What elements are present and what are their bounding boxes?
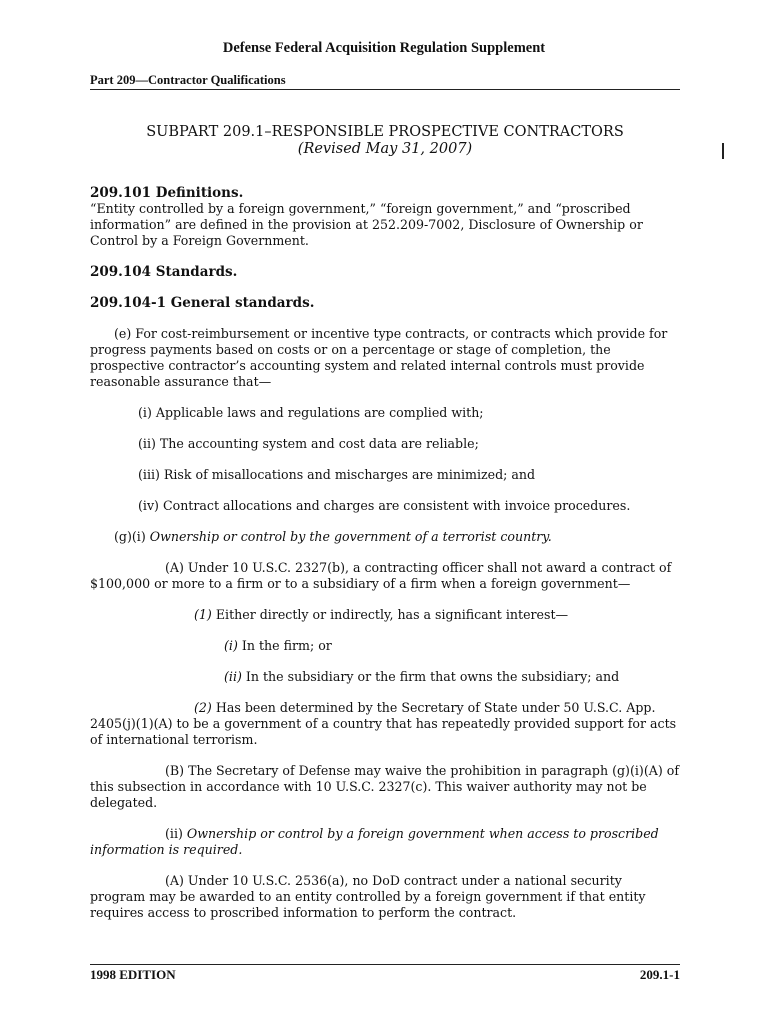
item-g-i-A-1-number: (1) bbox=[194, 607, 212, 622]
paragraph-g-ii-title: Ownership or control by a foreign government when access to proscribed information is required. bbox=[90, 826, 659, 857]
document-body bbox=[90, 185, 680, 921]
paragraph-g-i bbox=[90, 529, 680, 545]
paragraph-g-i-A: (A) Under 10 U.S.C. 2327(b), a contracting officer shall not award a contract of $100,000 or more to a firm or to a subsidiary of a firm when a foreign government— bbox=[90, 560, 672, 591]
item-g-i-A-1-ii bbox=[90, 669, 680, 685]
item-e-ii: (ii) The accounting system and cost data are reliable; bbox=[138, 436, 479, 451]
subpart-title: SUBPART 209.1–RESPONSIBLE PROSPECTIVE CONTRACTORS bbox=[146, 124, 624, 140]
item-g-i-A-2-text: Has been determined by the Secretary of State under 50 U.S.C. App. 2405(j)(1)(A) to be a government of a country that has repeatedly provided support for acts of international terrorism. bbox=[90, 700, 677, 747]
paragraph-g-ii-label: (ii) bbox=[165, 826, 183, 841]
definitions-paragraph: “Entity controlled by a foreign government,” “foreign government,” and “proscribed information” are defined in the provision at 252.209-7002, Disclosure of Ownership or Control by a Foreign Government. bbox=[90, 201, 643, 248]
item-e-iv: (iv) Contract allocations and charges are consistent with invoice procedures. bbox=[138, 498, 631, 513]
item-g-i-A-1 bbox=[90, 607, 680, 623]
item-g-i-A-2-number: (2) bbox=[194, 700, 212, 715]
paragraph-g-i-label: (g)(i) bbox=[114, 529, 146, 544]
change-bar bbox=[722, 143, 724, 159]
paragraph-g-i-title: Ownership or control by the government of a terrorist country. bbox=[149, 529, 552, 544]
item-g-i-A-1-ii-number: (ii) bbox=[224, 669, 242, 684]
header-rule bbox=[90, 89, 680, 90]
paragraph-g-ii-A: (A) Under 10 U.S.C. 2536(a), no DoD contract under a national security program may be awarded to an entity controlled by a foreign government if that entity requires access to proscribed information to perform the contract. bbox=[90, 873, 646, 920]
page-number: 209.1-1 bbox=[639, 967, 680, 982]
part-heading: Part 209—Contractor Qualifications bbox=[90, 73, 286, 87]
item-e-i: (i) Applicable laws and regulations are complied with; bbox=[138, 405, 484, 420]
subpart-heading-block bbox=[90, 124, 680, 158]
section-heading-209-104-1: 209.104-1 General standards. bbox=[90, 295, 315, 311]
item-g-i-A-1-text: Either directly or indirectly, has a significant interest— bbox=[215, 607, 569, 622]
item-g-i-A-1-i bbox=[90, 638, 680, 654]
item-g-i-A-2 bbox=[90, 700, 680, 748]
revision-date: (Revised May 31, 2007) bbox=[297, 141, 473, 157]
paragraph-g-ii bbox=[90, 826, 680, 858]
paragraph-e: (e) For cost-reimbursement or incentive type contracts, or contracts which provide for progress payments based on costs or on a percentage or stage of completion, the prospective contractor’s accounting system and related internal controls must provide reasonable assurance that— bbox=[90, 326, 668, 389]
section-heading-209-101: 209.101 Definitions. bbox=[90, 185, 244, 201]
item-g-i-A-1-ii-text: In the subsidiary or the firm that owns the subsidiary; and bbox=[245, 669, 620, 684]
item-e-iii: (iii) Risk of misallocations and mischarges are minimized; and bbox=[138, 467, 536, 482]
footer-rule bbox=[90, 964, 680, 965]
paragraph-g-i-B: (B) The Secretary of Defense may waive the prohibition in paragraph (g)(i)(A) of this subsection in accordance with 10 U.S.C. 2327(c). This waiver authority may not be delegated. bbox=[90, 763, 679, 810]
edition-label: 1998 EDITION bbox=[90, 967, 176, 982]
document-title: Defense Federal Acquisition Regulation Supplement bbox=[222, 40, 546, 56]
item-g-i-A-1-i-number: (i) bbox=[224, 638, 238, 653]
section-heading-209-104: 209.104 Standards. bbox=[90, 264, 238, 280]
item-g-i-A-1-i-text: In the firm; or bbox=[241, 638, 332, 653]
